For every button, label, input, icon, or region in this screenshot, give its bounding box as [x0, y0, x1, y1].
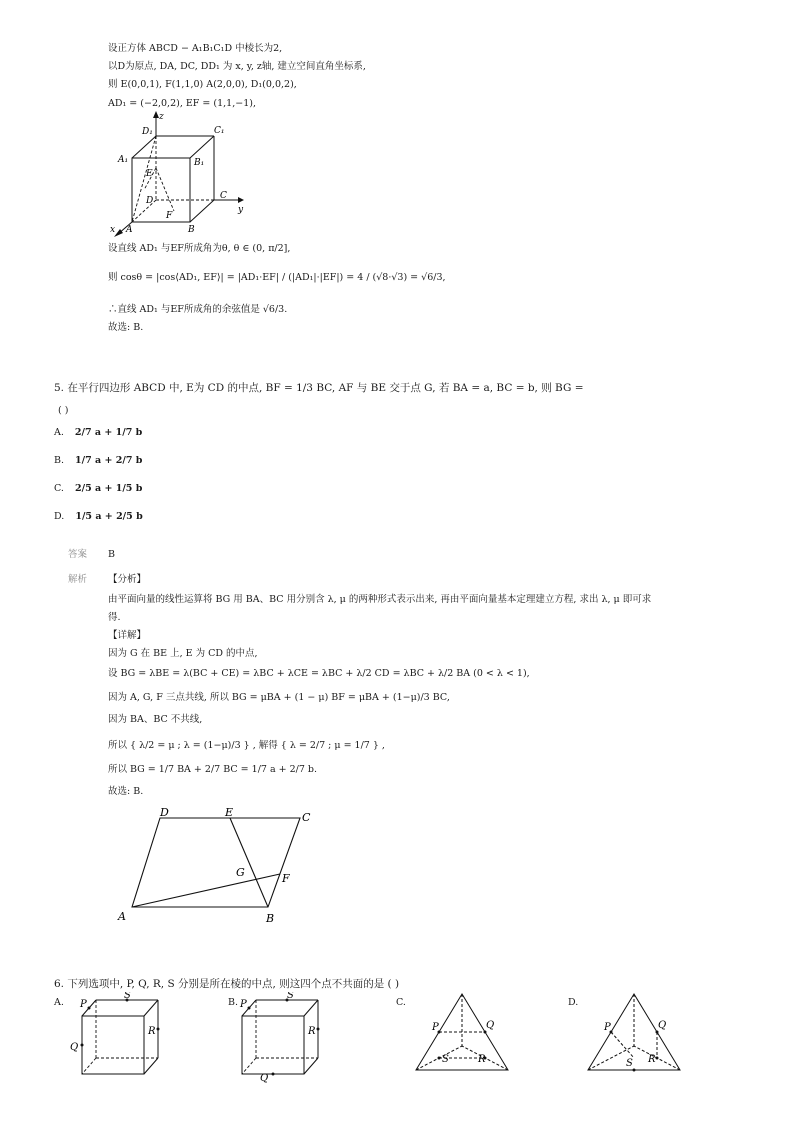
sol4-line-4: AD₁ = (−2,0,2), EF = (1,1,−1), [108, 98, 256, 109]
label-B: B [266, 912, 275, 925]
label-Q: Q [486, 1020, 495, 1031]
q6-option-d-figure [580, 990, 690, 1076]
label-C: C [220, 191, 227, 201]
option-text: 2/7 a + 1/7 b [74, 427, 143, 438]
label-A: A [126, 225, 133, 235]
label-Q: Q [658, 1020, 667, 1031]
q5-option-d[interactable] [54, 511, 143, 523]
sol4-line-1: 设正方体 ABCD − A₁B₁C₁D 中棱长为2, [108, 43, 283, 54]
xiangjie-title: 【详解】 [108, 630, 147, 641]
label-R: R [308, 1026, 316, 1037]
q6-option-a-figure [66, 992, 176, 1082]
q6-option-c-letter[interactable]: C. [396, 997, 406, 1008]
axis-x-label: x [110, 225, 116, 235]
cube-figure [108, 110, 258, 238]
label-A: A [118, 910, 126, 923]
label-E: E [146, 169, 153, 179]
label-Q: Q [70, 1042, 79, 1053]
xiangjie-line-7: 故选: B. [108, 786, 144, 797]
label-R: R [648, 1054, 656, 1065]
label-G: G [236, 866, 245, 879]
q5-option-a[interactable] [54, 427, 142, 439]
option-letter: A. [54, 427, 64, 438]
q5-paren: ( ) [58, 405, 69, 416]
xiangjie-line-1: 因为 G 在 BE 上, E 为 CD 的中点, [108, 648, 258, 659]
label-A1: A₁ [118, 155, 129, 165]
label-S: S [124, 992, 131, 1001]
xiangjie-line-4: 因为 BA、BC 不共线, [108, 714, 203, 725]
label-F: F [282, 872, 290, 885]
q6-option-c-figure [408, 990, 518, 1076]
fenxi-line-1: 由平面向量的线性运算将 BG 用 BA、BC 用分别含 λ, μ 的两种形式表示出来, 再由平面向量基本定理建立方程, 求出 λ, μ 即可求 [108, 594, 652, 605]
option-letter: B. [54, 455, 65, 466]
fenxi-line-2: 得. [108, 612, 121, 623]
q5-option-c[interactable] [54, 483, 142, 495]
label-D: D [146, 196, 154, 206]
xiangjie-line-3: 因为 A, G, F 三点共线, 所以 BG = μBA + (1 − μ) BF = μBA + (1−μ)/3 BC, [108, 692, 450, 703]
q6-option-a-letter[interactable]: A. [54, 997, 64, 1008]
option-text: 2/5 a + 1/5 b [74, 483, 143, 494]
label-P: P [604, 1022, 611, 1033]
option-letter: C. [54, 483, 64, 494]
answer-value: B [108, 549, 115, 560]
q6-option-b-letter[interactable]: B. [228, 997, 239, 1008]
q5-stem: 5. 在平行四边形 ABCD 中, E为 CD 的中点, BF = 1/3 BC, AF 与 BE 交于点 G, 若 BA = a, BC = b, 则 BG = [54, 382, 584, 394]
fenxi-title: 【分析】 [108, 574, 147, 585]
label-R: R [478, 1054, 486, 1065]
label-S: S [442, 1054, 449, 1065]
label-R: R [148, 1026, 156, 1037]
sol4-after-3: ∴直线 AD₁ 与EF所成角的余弦值是 √6/3. [108, 304, 288, 315]
axis-y-label: y [238, 205, 244, 215]
q5-option-b[interactable] [54, 455, 142, 467]
sol4-after-2: 则 cosθ = |cos⟨AD₁, EF⟩| = |AD₁·EF| / (|AD₁|·|EF|) = 4 / (√8·√3) = √6/3, [108, 272, 446, 283]
label-P: P [80, 999, 87, 1010]
q6-stem: 6. 下列选项中, P, Q, R, S 分别是所在棱的中点, 则这四个点不共面的是 ( ) [54, 978, 400, 990]
label-C: C [302, 811, 311, 824]
label-S: S [287, 992, 294, 1001]
analysis-label: 解析 [68, 574, 88, 585]
label-Q: Q [260, 1073, 269, 1084]
axis-z-label: z [159, 112, 164, 122]
option-text: 1/5 a + 2/5 b [75, 511, 143, 522]
label-P: P [240, 999, 247, 1010]
label-S: S [626, 1058, 633, 1069]
label-C1: C₁ [214, 126, 225, 136]
label-P: P [432, 1022, 439, 1033]
parallelogram-figure [114, 806, 324, 930]
xiangjie-line-5: 所以 { λ/2 = μ ; λ = (1−μ)/3 } , 解得 { λ = 2/7 ; μ = 1/7 } , [108, 740, 385, 751]
sol4-after-1: 设直线 AD₁ 与EF所成角为θ, θ ∈ (0, π/2], [108, 243, 291, 254]
label-D1: D₁ [142, 127, 153, 137]
label-D: D [160, 806, 169, 819]
sol4-line-3: 则 E(0,0,1), F(1,1,0) A(2,0,0), D₁(0,0,2), [108, 79, 297, 90]
label-F: F [166, 211, 173, 221]
sol4-line-2: 以D为原点, DA, DC, DD₁ 为 x, y, z轴, 建立空间直角坐标系, [108, 61, 366, 72]
label-B: B [188, 225, 195, 235]
q6-option-b-figure [232, 992, 342, 1084]
xiangjie-line-2: 设 BG = λBE = λ(BC + CE) = λBC + λCE = λBC + λ/2 CD = λBC + λ/2 BA (0 < λ < 1), [108, 668, 530, 679]
label-E: E [225, 806, 234, 819]
option-text: 1/7 a + 2/7 b [75, 455, 143, 466]
sol4-after-4: 故选: B. [108, 322, 144, 333]
answer-label: 答案 [68, 549, 88, 560]
xiangjie-line-6: 所以 BG = 1/7 BA + 2/7 BC = 1/7 a + 2/7 b. [108, 764, 318, 775]
q6-option-d-letter[interactable]: D. [568, 997, 579, 1008]
label-B1: B₁ [194, 158, 205, 168]
option-letter: D. [54, 511, 65, 522]
